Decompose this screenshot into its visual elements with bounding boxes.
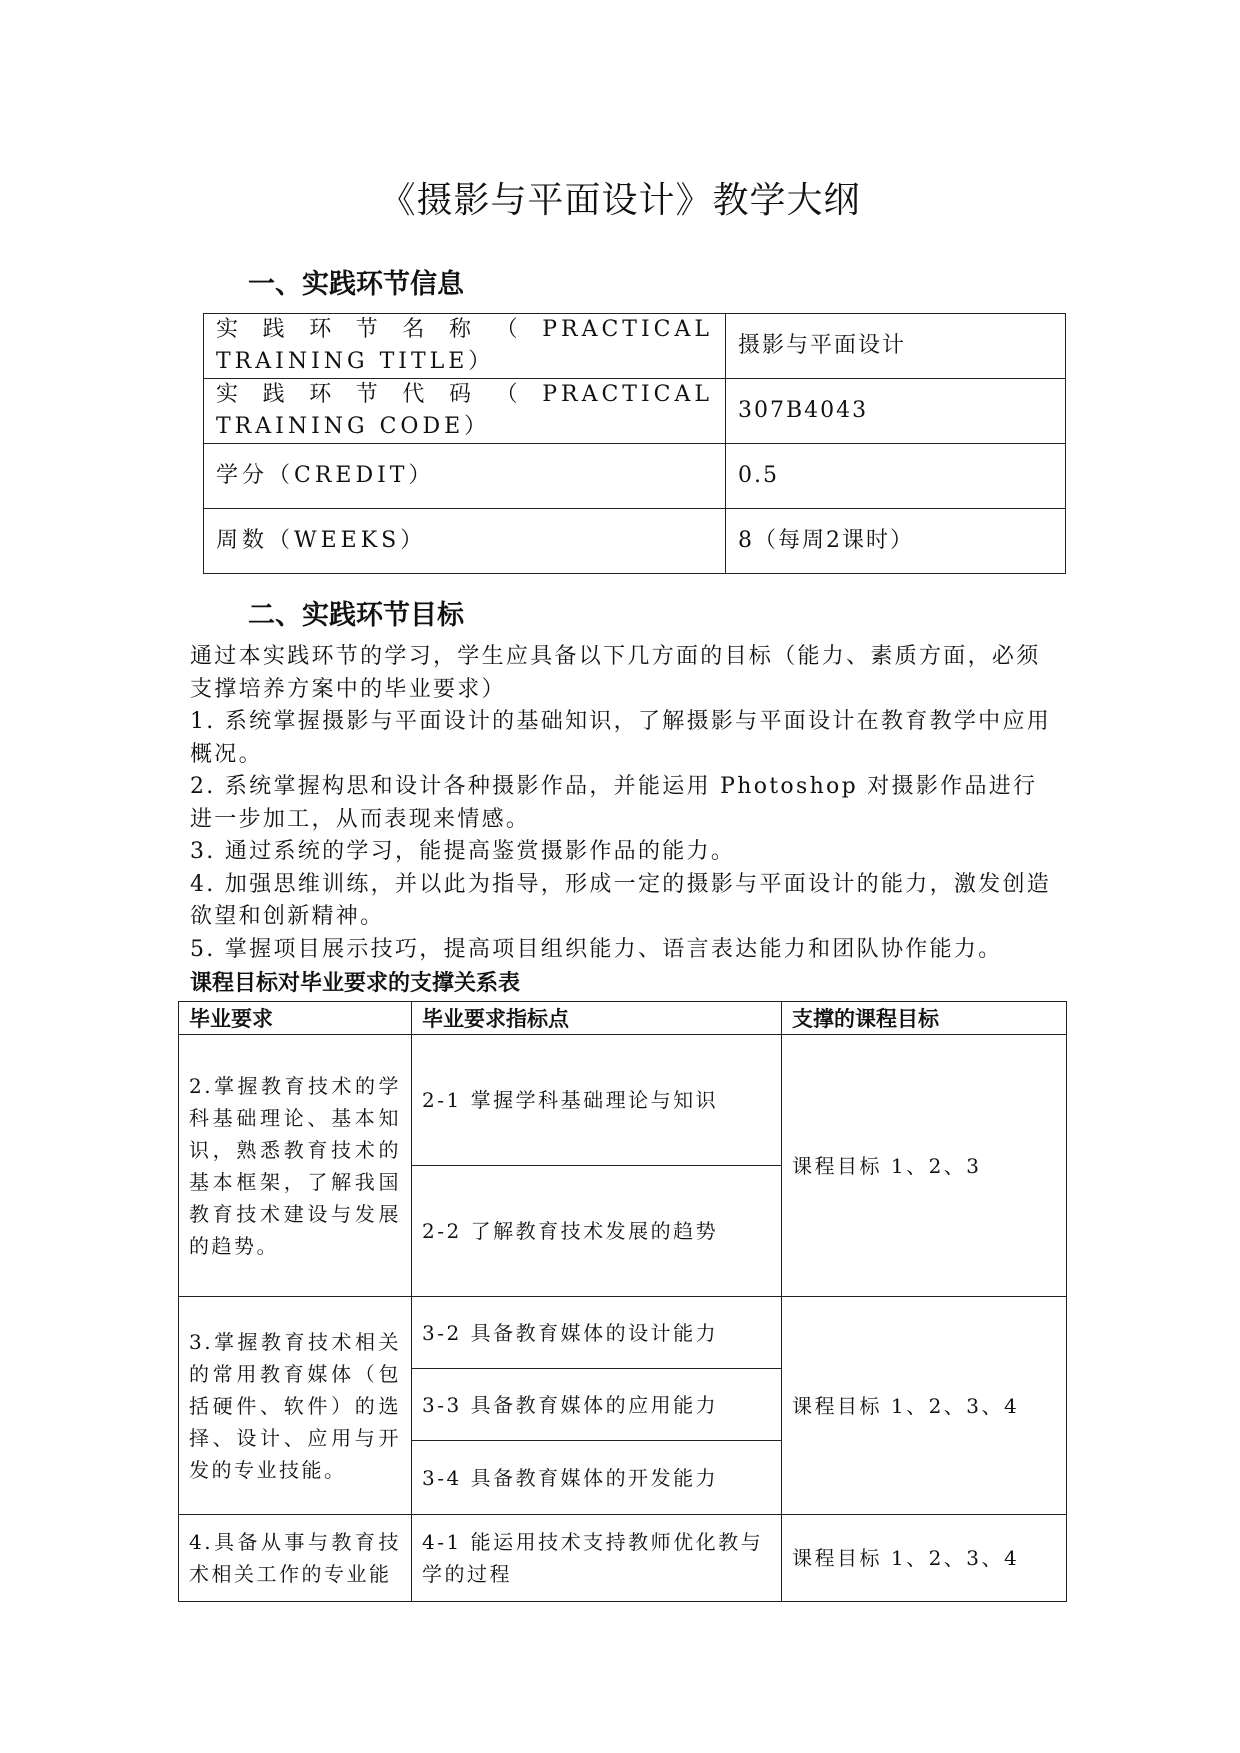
goal-cell: 课程目标 1、2、3、4 — [782, 1515, 1067, 1602]
practical-info-table — [203, 313, 1066, 574]
support-table-caption: 课程目标对毕业要求的支撑关系表 — [190, 971, 521, 996]
goal-cell: 课程目标 1、2、3、4 — [782, 1297, 1067, 1515]
goal-item: 2. 系统掌握构思和设计各种摄影作品，并能运用 Photoshop 对摄影作品进行进一步加工，从而表现来情感。 — [190, 774, 1038, 832]
goals-intro: 通过本实践环节的学习，学生应具备以下几方面的目标（能力、素质方面，必须支撑培养方案中的毕业要求） — [190, 644, 1041, 702]
goal-item: 5. 掌握项目展示技巧，提高项目组织能力、语言表达能力和团队协作能力。 — [190, 936, 1003, 962]
info-value: 307B4043 — [726, 379, 1066, 444]
table-row — [179, 1515, 1067, 1602]
goal-cell: 课程目标 1、2、3 — [782, 1035, 1067, 1297]
requirement-cell: 4.具备从事与教育技术相关工作的专业能 — [179, 1515, 412, 1602]
goals-text — [190, 641, 1060, 966]
document-title: 《摄影与平面设计》教学大纲 — [379, 180, 861, 221]
info-value: 8（每周2课时） — [726, 509, 1066, 574]
info-label: 学分（CREDIT） — [204, 444, 726, 509]
section-heading-goals: 二、实践环节目标 — [248, 600, 464, 631]
info-row-title — [204, 314, 1066, 379]
requirement-cell: 3.掌握教育技术相关的常用教育媒体（包括硬件、软件）的选择、设计、应用与开发的专业技能。 — [179, 1297, 412, 1515]
goal-item: 3. 通过系统的学习，能提高鉴赏摄影作品的能力。 — [190, 839, 736, 864]
info-label: 实践环节名称（PRACTICAL TRAINING TITLE） — [204, 314, 726, 379]
indicator-cell: 3-2 具备教育媒体的设计能力 — [412, 1297, 782, 1369]
header-course-goal: 支撑的课程目标 — [782, 1002, 1067, 1035]
info-value: 摄影与平面设计 — [726, 314, 1066, 379]
header-indicator: 毕业要求指标点 — [412, 1002, 782, 1035]
table-header-row — [179, 1002, 1067, 1035]
info-row-code — [204, 379, 1066, 444]
support-relation-table — [178, 1001, 1067, 1602]
goal-item: 1. 系统掌握摄影与平面设计的基础知识，了解摄影与平面设计在教育教学中应用概况。 — [190, 709, 1052, 767]
table-row — [179, 1035, 1067, 1166]
indicator-cell: 4-1 能运用技术支持教师优化教与学的过程 — [412, 1515, 782, 1602]
info-value: 0.5 — [726, 444, 1066, 509]
indicator-cell: 2-2 了解教育技术发展的趋势 — [412, 1166, 782, 1297]
indicator-cell: 2-1 掌握学科基础理论与知识 — [412, 1035, 782, 1166]
section-heading-info: 一、实践环节信息 — [248, 269, 464, 300]
indicator-cell: 3-4 具备教育媒体的开发能力 — [412, 1441, 782, 1515]
indicator-cell: 3-3 具备教育媒体的应用能力 — [412, 1369, 782, 1441]
info-row-weeks — [204, 509, 1066, 574]
table-row — [179, 1297, 1067, 1369]
header-requirement: 毕业要求 — [179, 1002, 412, 1035]
info-row-credit — [204, 444, 1066, 509]
info-label: 周数（WEEKS） — [204, 509, 726, 574]
info-label: 实践环节代码（PRACTICAL TRAINING CODE） — [204, 379, 726, 444]
goal-item: 4. 加强思维训练，并以此为指导，形成一定的摄影与平面设计的能力，激发创造欲望和创新精神。 — [190, 871, 1052, 929]
requirement-cell: 2.掌握教育技术的学科基础理论、基本知识，熟悉教育技术的基本框架，了解我国教育技术建设与发展的趋势。 — [179, 1035, 412, 1297]
